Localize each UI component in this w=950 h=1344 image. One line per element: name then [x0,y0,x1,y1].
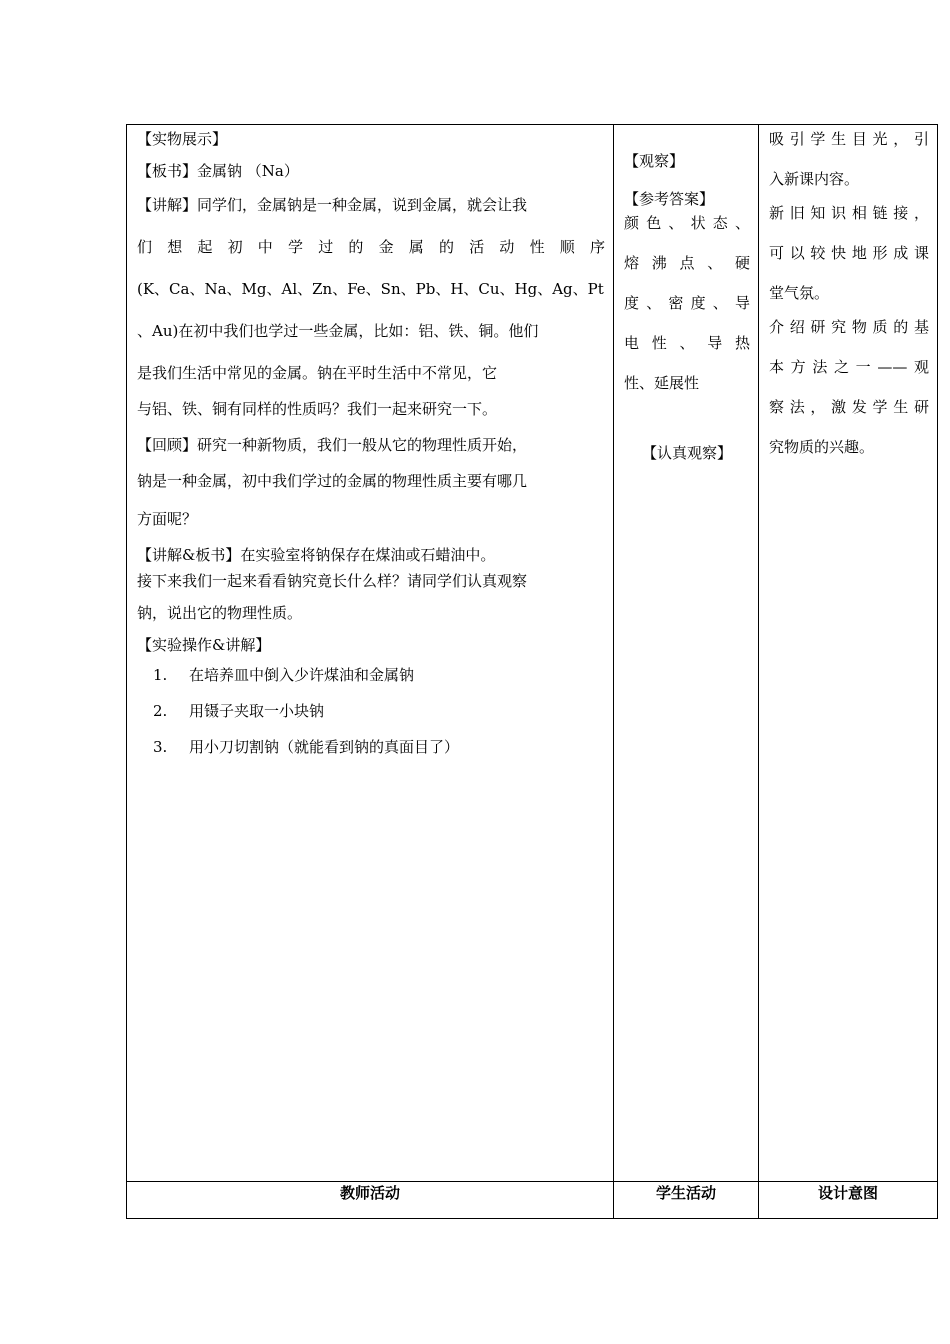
design-intent-cell [759,125,938,1182]
list-item: 3. 用小刀切割钠（就能看到钠的真面目了） [153,738,460,756]
teacher-activity-cell [127,125,614,1182]
student-line: 度、密度、导 [624,294,750,312]
teacher-line: 【实物展示】 [137,130,228,148]
experiment-steps [137,665,605,757]
student-line: 电性、导热 [624,334,750,352]
student-activity-cell [614,125,759,1182]
teacher-line: 钠，说出它的物理性质。 [137,604,303,622]
teacher-line: 【实验操作&讲解】 [137,636,271,654]
teacher-line: 们想起初中学过的金属的活动性顺序 [137,238,605,256]
header-student-activity: 学生活动 [614,1182,759,1219]
teacher-line: 钠是一种金属，初中我们学过的金属的物理性质主要有哪几 [137,472,528,490]
teacher-line: 是我们生活中常见的金属。钠在平时生活中不常见，它 [137,364,498,382]
header-design-intent: 设计意图 [759,1182,938,1219]
teacher-line: 【板书】金属钠 （Na） [137,162,299,180]
design-line: 吸引学生目光，引 [769,130,929,148]
teacher-line: 【讲解】同学们，金属钠是一种金属，说到金属，就会让我 [137,196,528,214]
design-line: 本方法之一——观 [769,358,929,376]
teacher-line: 【讲解&板书】在实验室将钠保存在煤油或石蜡油中。 [137,546,496,564]
list-item: 2. 用镊子夹取一小块钠 [153,702,325,720]
student-line: 熔沸点、硬 [624,254,750,272]
student-line: 【参考答案】 [624,190,715,208]
teacher-line: 、Au)在初中我们也学过一些金属，比如：铝、铁、铜。他们 [137,322,539,340]
student-line: 性、延展性 [624,374,700,392]
design-line: 究物质的兴趣。 [769,438,875,456]
student-line: 【认真观察】 [641,444,732,462]
header-row [127,1182,938,1219]
content-row [127,125,938,1182]
teacher-line: 接下来我们一起来看看钠究竟长什么样？请同学们认真观察 [137,572,528,590]
teacher-line: (K、Ca、Na、Mg、Al、Zn、Fe、Sn、Pb、H、Cu、Hg、Ag、Pt [137,280,604,298]
student-line: 【观察】 [624,152,685,170]
student-line: 颜色、状态、 [624,214,750,232]
design-line: 介绍研究物质的基 [769,318,929,336]
header-teacher-activity: 教师活动 [127,1182,614,1219]
lesson-plan-table [126,124,938,1219]
list-item: 1. 在培养皿中倒入少许煤油和金属钠 [153,666,415,684]
design-line: 可以较快地形成课 [769,244,929,262]
design-line: 新旧知识相链接， [769,204,929,222]
design-line: 入新课内容。 [769,170,860,188]
teacher-line: 与铝、铁、铜有同样的性质吗？我们一起来研究一下。 [137,400,498,418]
design-line: 堂气氛。 [769,284,830,302]
teacher-line: 方面呢？ [137,510,198,528]
teacher-line: 【回顾】研究一种新物质，我们一般从它的物理性质开始， [137,436,528,454]
design-line: 察法，激发学生研 [769,398,929,416]
